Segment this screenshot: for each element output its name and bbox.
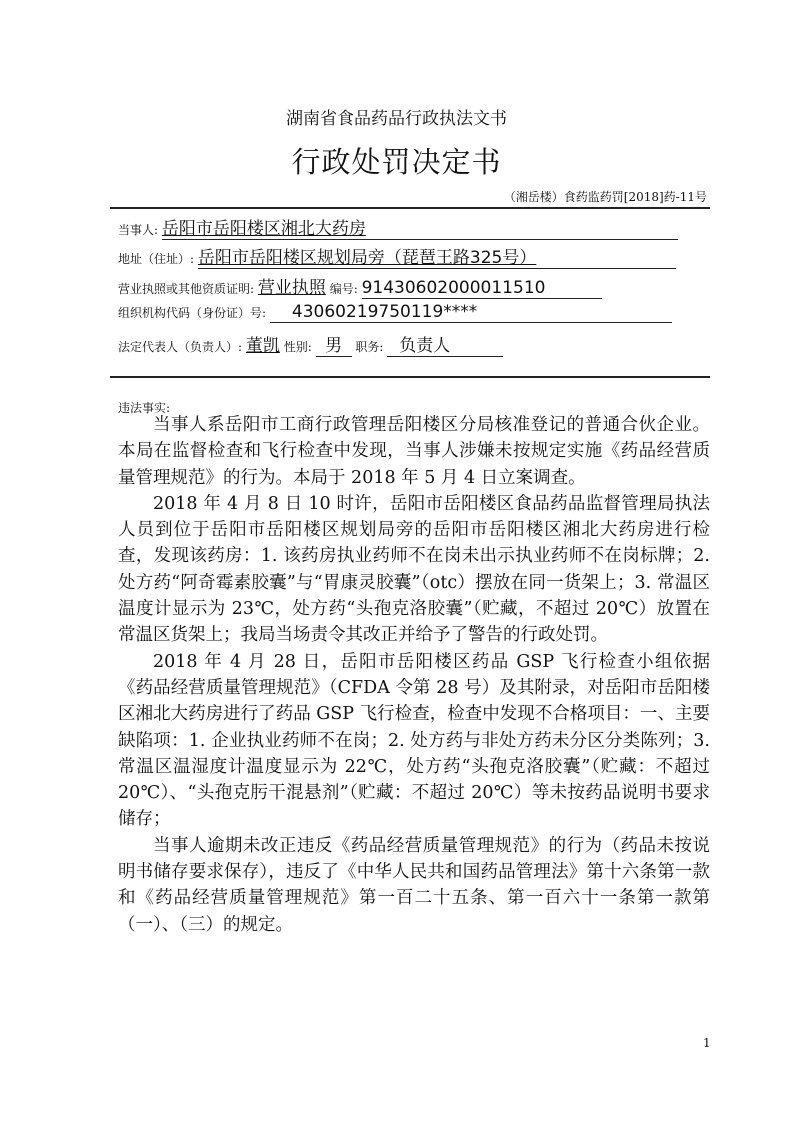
legal-rep-row [118, 331, 503, 357]
address-field [198, 243, 676, 269]
facts-paragraph: 当事人系岳阳市工商行政管理岳阳楼区分局核准登记的普通合伙企业。本局在监督检查和飞行检查中发现，当事人涉嫌未按规定实施《药品经营质量管理规范》的行为。本局于 2018 年 5 月 4 日立案调查。 [118, 415, 710, 488]
section-divider [110, 376, 710, 378]
license-value: 营业执照 [257, 278, 326, 298]
facts-label: 违法事实: [118, 401, 171, 415]
org-code-field [270, 302, 672, 323]
party-name-field [162, 214, 678, 240]
document-number: （湘岳楼）食药监药罚[2018]药-11号 [503, 190, 707, 204]
address-value: 岳阳市岳阳楼区规划局旁（琵琶王路325号） [197, 248, 537, 268]
facts-body [118, 412, 710, 938]
facts-paragraph: 当事人逾期未改正违反《药品经营质量管理规范》的行为（药品未按说明书储存要求保存），违反了《中华人民共和国药品管理法》第十六条第一款和《药品经营质量管理规范》第一百二十五条、第一百六十一条第一款第（一）、（三）的规定。 [118, 835, 710, 935]
party-name-label: 当事人: [118, 223, 159, 237]
license-label: 营业执照或其他资质证明: [118, 282, 255, 296]
license-row [118, 273, 602, 299]
facts-paragraph: 2018 年 4 月 8 日 10 时许，岳阳市岳阳楼区食品药品监督管理局执法人员到位于岳阳市岳阳楼区规划局旁的岳阳市岳阳楼区湘北大药房进行检查，发现该药房：1. 该药房执业药师不在岗未出示执业药师不在岗标牌；2. 处方药“阿奇霉素胶囊”与“胃康灵胶囊”（otc）摆放在同一货架上；3. 常温区温度计显示为 23℃，处方药“头孢克洛胶囊”（贮藏，不超过 20℃）放置在常温区货架上；我局当场责令其改正并给予了警告的行政处罚。 [118, 493, 710, 646]
org-code-row [118, 302, 672, 323]
license-number-value: 91430602000011510 [361, 278, 546, 298]
address-row [118, 243, 676, 269]
party-name-value: 岳阳市岳阳楼区湘北大药房 [161, 219, 366, 239]
address-label: 地址（住址）: [118, 252, 195, 266]
page-number: 1 [703, 1036, 711, 1050]
license-number-label: 编号: [329, 282, 358, 296]
top-divider [110, 207, 710, 209]
facts-paragraph: 2018 年 4 月 28 日，岳阳市岳阳楼区药品 GSP 飞行检查小组依据《药品经营质量管理规范》（CFDA 令第 28 号）及其附录，对岳阳市岳阳楼区湘北大药房进行了药品 GSP 飞行检查，检查中发现不合格项目：一、主要缺陷项：1. 企业执业药师不在岗；2. 处方药与非处方药未分区分类陈列；3. 常温区温湿度计温度显示为 22℃，处方药“头孢克洛胶囊”（贮藏：不超过 20℃）、“头孢克肟干混悬剂”（贮藏：不超过 20℃）等未按药品说明书要求储存； [118, 651, 710, 830]
position-value: 负责人 [399, 336, 451, 356]
page-title: 行政处罚决定书 [291, 145, 502, 179]
party-name-row [118, 214, 678, 240]
legal-rep-value: 董凯 [245, 336, 280, 356]
license-number-field [362, 278, 602, 299]
gender-value: 男 [325, 336, 343, 356]
gender-label: 性别: [283, 340, 312, 354]
org-code-value: 43060219750119**** [291, 302, 478, 322]
issuer-heading: 湖南省食品药品行政执法文书 [286, 109, 507, 129]
org-code-label: 组织机构代码（身份证）号: [118, 306, 267, 320]
position-field [387, 331, 503, 357]
position-label: 职务: [355, 340, 384, 354]
legal-rep-label: 法定代表人（负责人）: [118, 340, 243, 354]
gender-field [316, 331, 352, 357]
